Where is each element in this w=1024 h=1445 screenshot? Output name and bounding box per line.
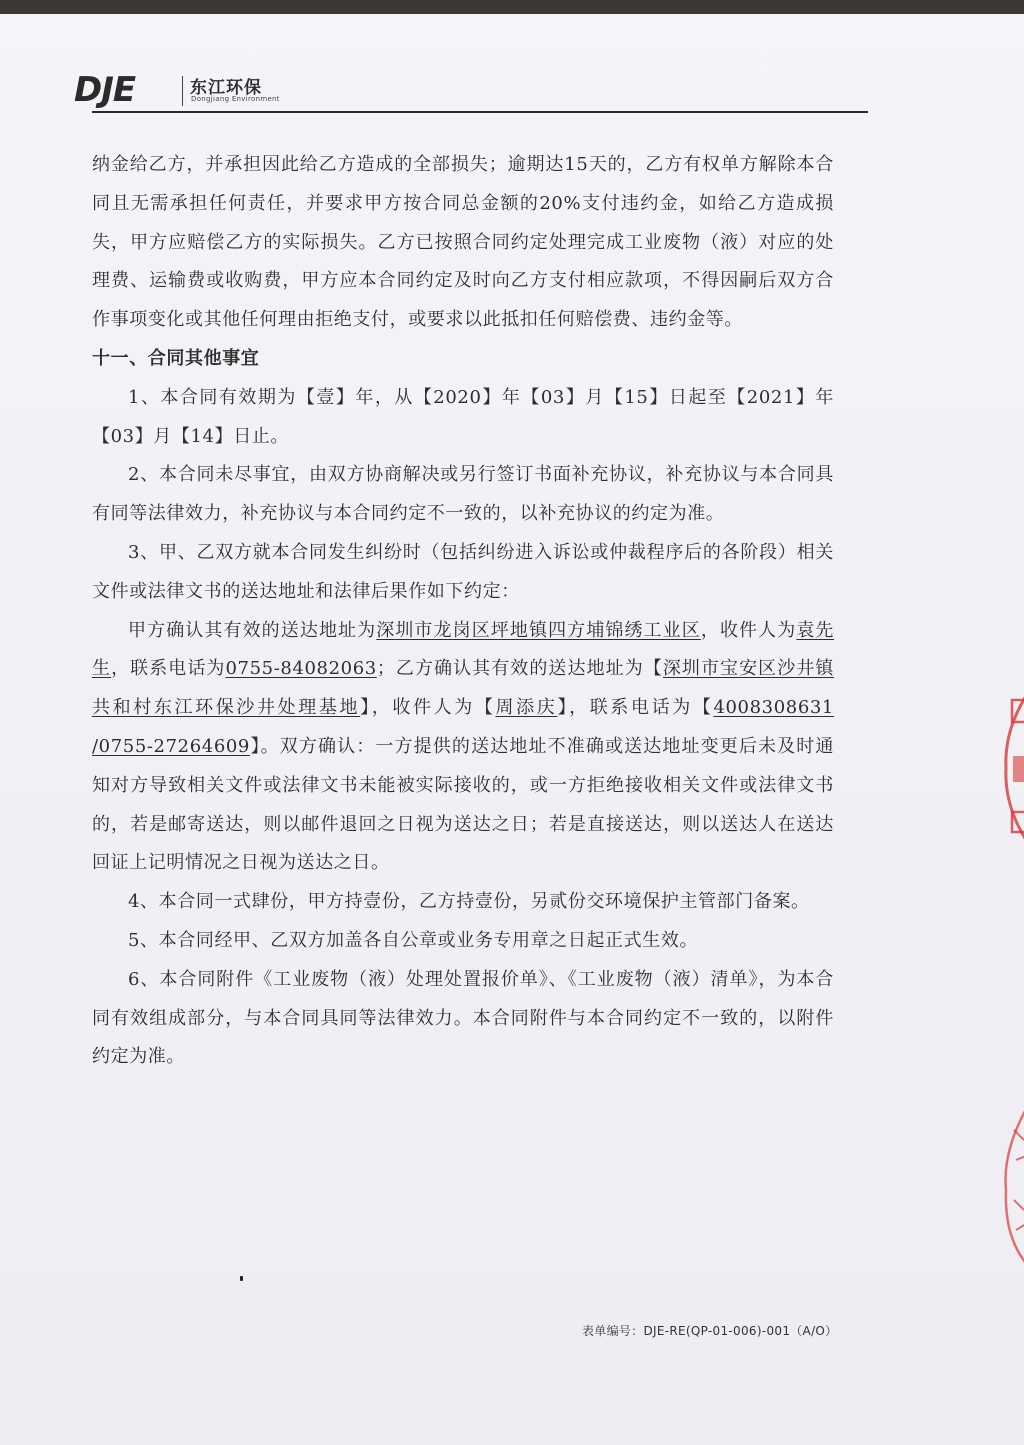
scan-speck <box>240 1276 243 1281</box>
text-fragment: 】，收件人为【 <box>360 697 496 719</box>
form-number: 表单编号：DJE-RE(QP-01-006)-001（A/O） <box>582 1324 838 1338</box>
party-a-address: 深圳市龙岗区坪地镇四方埔锦绣工业区 <box>376 619 701 641</box>
paragraph-continuation: 纳金给乙方，并承担因此给乙方造成的全部损失；逾期达15天的，乙方有权单方解除本合同且无需承担任何责任，并要求甲方按合同总金额的20%支付违约金，如给乙方造成损失，甲方应赔偿乙方的实际损失。乙方已按照合同约定处理完成工业废物（液）对应的处理费、运输费或收购费，甲方应本合同约定及时向乙方支付相应款项，不得因嗣后双方合作事项变化或其他任何理由拒绝支付，或要求以此抵扣任何赔偿费、违约金等。 <box>92 154 834 331</box>
logo-mark: DJE <box>74 70 136 110</box>
contract-body <box>92 146 834 1077</box>
seal-lower-graphic <box>1000 1100 1024 1270</box>
text-fragment: ；乙方确认其有效的送达地址为【 <box>376 658 663 680</box>
party-b-phone: 4008308631 /0755-27264609 <box>92 697 834 757</box>
party-a-recipient: 袁先生 <box>92 619 835 680</box>
text-fragment: 】。双方确认：一方提供的送达地址不准确或送达地址变更后未及时通知对方导致相关文件或法律文书未能被实际接收的，或一方拒绝接收相关文件或法律文书的，若是邮寄送达，则以邮件退回之日视为送达之日；若是直接送达，则以送达人在送达回证上记明情况之日视为送达之日。 <box>92 735 834 874</box>
company-logo <box>74 70 294 110</box>
text-fragment: ，联系电话为 <box>111 658 226 680</box>
clause-1-term: 1、本合同有效期为【壹】年，从【2020】年【03】月【15】日起至【2021】年【03】月【14】日止。 <box>92 386 834 447</box>
party-b-address: 深圳市宝安区沙井镇共和村东江环保沙井处理基地 <box>92 658 834 719</box>
clause-3-disputes: 3、甲、乙双方就本合同发生纠纷时（包括纠纷进入诉讼或仲裁程序后的各阶段）相关文件或法律文书的送达地址和法律后果作如下约定： <box>92 541 834 602</box>
seal-upper-graphic <box>1000 688 1024 848</box>
logo-separator <box>182 76 183 106</box>
clause-6-attachments: 6、本合同附件《工业废物（液）处理处置报价单》、《工业废物（液）清单》，为本合同有效组成部分，与本合同具同等法律效力。本合同附件与本合同约定不一致的，以附件约定为准。 <box>92 968 834 1068</box>
party-b-recipient: 周添庆 <box>495 697 558 719</box>
scan-top-edge <box>0 0 1024 14</box>
text-fragment: 甲方确认其有效的送达地址为 <box>128 619 377 641</box>
section-heading: 十一、合同其他事宜 <box>92 347 260 369</box>
header-rule <box>92 111 868 113</box>
red-seal-fragment-lower <box>1000 1100 1024 1270</box>
text-fragment: 】，联系电话为【 <box>557 697 714 719</box>
clause-4-copies: 4、本合同一式肆份，甲方持壹份，乙方持壹份，另贰份交环境保护主管部门备案。 <box>128 891 810 913</box>
clause-5-effective: 5、本合同经甲、乙双方加盖各自公章或业务专用章之日起正式生效。 <box>128 929 699 951</box>
clause-3-delivery-addresses <box>92 612 834 884</box>
clause-2-supplement: 2、本合同未尽事宜，由双方协商解决或另行签订书面补充协议，补充协议与本合同具有同等法律效力，补充协议与本合同约定不一致的，以补充协议的约定为准。 <box>92 464 834 525</box>
company-name-cn: 东江环保 <box>190 78 262 98</box>
red-seal-fragment-upper <box>1000 688 1024 848</box>
text-fragment: ，收件人为 <box>700 619 797 641</box>
company-name-en: Dongjiang Environment <box>191 95 280 103</box>
party-a-phone: 0755-84082063 <box>225 658 377 680</box>
